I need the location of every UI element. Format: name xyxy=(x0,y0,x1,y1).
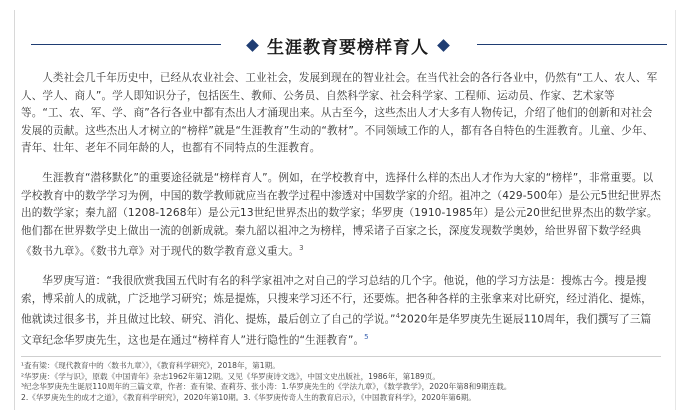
paragraph-3 xyxy=(21,273,661,350)
document-page xyxy=(14,10,676,410)
diamond-bullet-icon xyxy=(246,39,259,52)
heading-rule-left xyxy=(31,44,221,45)
diamond-bullet-icon xyxy=(437,39,450,52)
footnotes xyxy=(21,356,661,403)
paragraph-3-tail: 2020年是华罗庚先生诞辰110周年，我们撰写了三篇文章纪念华罗庚先生，这也是在通过“榜样育人”进行隐性的“生涯教育”。 xyxy=(21,313,652,347)
paragraph-2-text: 生涯教育“潜移默化”的重要途径就是“榜样育人”。例如，在学校教育中，选择什么样的杰出人才作为大家的“榜样”，非常重要。以学校教育中的数学学习为例，中国的数学教师就应当在教学过程中渗透对中国数学家的介绍。祖冲之（429-500年）是公元5世纪世界杰出的数学家；秦九韶（1208-1268年）是公元13世纪世界杰出的数学家；华罗庚（1910-1985年）是公元20世纪世界杰出的数学家。他们都在世界数学史上做出一流的创新成就。秦九韶以祖冲之为榜样，博采诸子百家之长，深度发现数学奥妙，给世界留下数学经典《数书九章》。《数书九章》对于现代的数学教育意义重大。 xyxy=(21,172,661,258)
page-title: 生涯教育要榜样育人 xyxy=(267,37,429,58)
section-heading xyxy=(15,32,675,58)
paragraph-1-text: 人类社会几千年历史中，已经从农业社会、工业社会，发展到现在的智业社会。在当代社会的各行各业中，仍然有“工人、农人、军人、学人、商人”。学人即知识分子，包括医生、教师、公务员、自然科学家、社会科学家、工程师、运动员、作家、艺术家等等。“工、农、军、学、商”各行各业中都有杰出人才涌现出来。从古至今，这些杰出人才大多有人物传记，介绍了他们的创新和对社会发展的贡献。这些杰出人才树立的“榜样”就是“生涯教育”生动的“教材”。不同领域工作的人，都有各自特色的生涯教育。儿童、少年、青年、壮年、老年不同年龄的人，也都有不同特点的生涯教育。 xyxy=(21,72,658,155)
heading-rule-right xyxy=(477,44,667,45)
footnote-line: ¹査有梁：《现代教育中的〈数书九章〉》，《教育科学研究》，2018年，第1期。 xyxy=(21,361,280,370)
footnote-line: ²华罗庚：《学与识》，原载《中国青年》杂志1962年第12期。又见《华罗庚诗文选》，中国文史出版社，1986年，第189页。 xyxy=(21,371,440,381)
paragraph-3-text: 华罗庚写道：“我很欣赏我国五代时有名的科学家祖冲之对自己的学习总结的几个字。他说，他的学习方法是：搜炼古今。搜是搜索，博采前人的成就，广泛地学习研究；炼是提炼，只搜来学习还不行，还要炼。把各种各样的主张拿来对比研究，经过消化、提炼，他就读过很多书，并且做过比较、研究、消化、提炼，最后创立了自己的学说。” xyxy=(21,275,652,326)
footnote-ref-5: 5 xyxy=(364,333,369,342)
heading-box xyxy=(221,32,475,58)
footnote-ref-3: 3 xyxy=(299,244,304,253)
paragraph-2 xyxy=(21,170,661,262)
paragraph-1 xyxy=(21,70,661,158)
footnote-line: ³纪念华罗庚先生诞辰110周年的三篇文章，作者：查有梁、查莉芬、张小涛：1.华罗庚先生的《学法九章》，《数学教学》，2020年第8和9期连载。 xyxy=(21,382,512,392)
footnote-line: 2.《华罗庚先生的成才之道》，《教育科学研究》，2020年第10期。3.《华罗庚传奇人生的教育启示》，《中国教育科学》，2020年第6期。 xyxy=(21,392,476,402)
footnote-ref-4: 4 xyxy=(395,312,401,321)
